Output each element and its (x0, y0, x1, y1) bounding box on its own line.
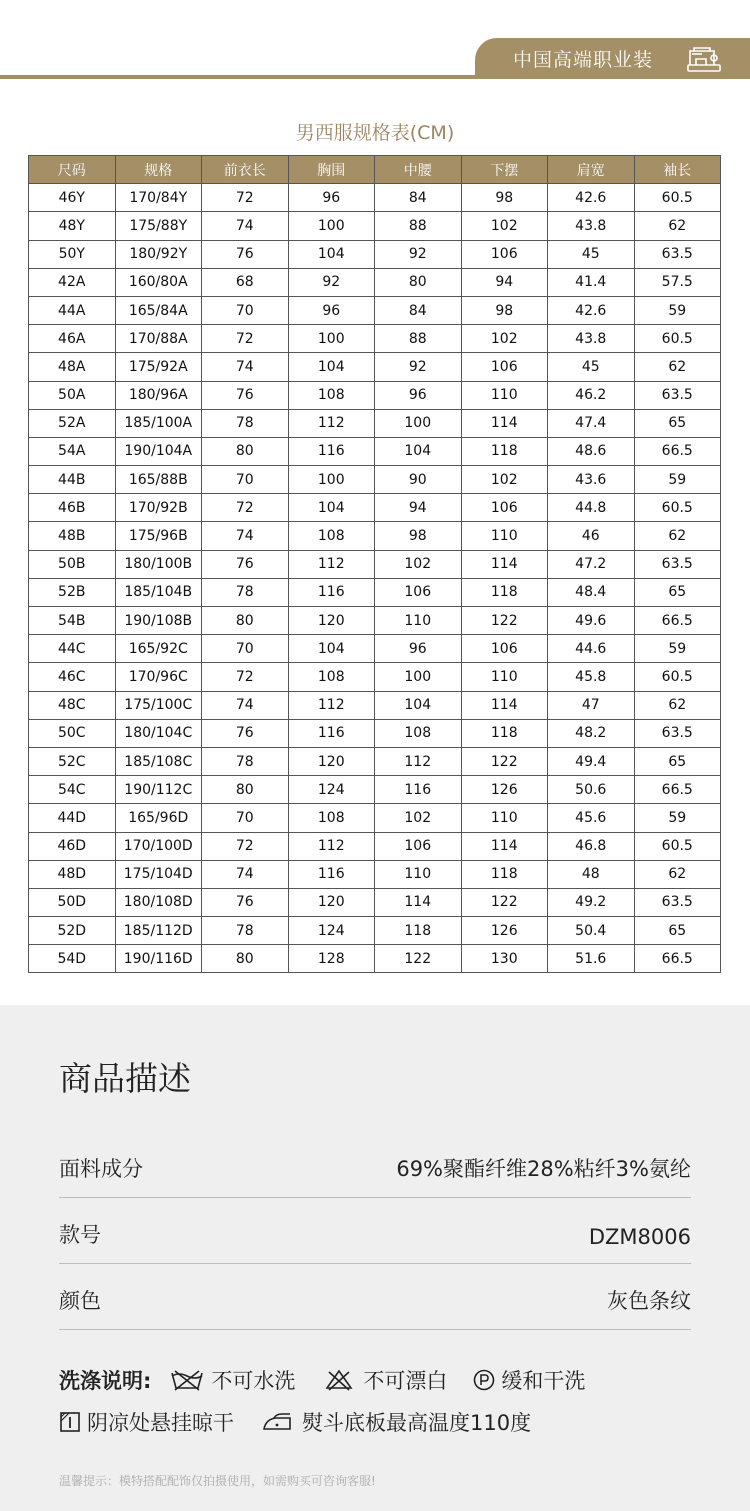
table-cell: 62 (634, 522, 721, 550)
table-cell: 44.6 (548, 635, 635, 663)
table-cell: 54C (29, 776, 116, 804)
table-row (29, 212, 721, 240)
table-cell: 66.5 (634, 607, 721, 635)
table-cell: 114 (375, 888, 462, 916)
fabric-label: 面料成分 (59, 1157, 143, 1181)
product-description-section (0, 1005, 750, 1511)
table-cell: 47.4 (548, 409, 635, 437)
table-cell: 122 (461, 747, 548, 775)
table-cell: 46A (29, 325, 116, 353)
table-cell: 185/112D (115, 917, 202, 945)
table-cell: 63.5 (634, 550, 721, 578)
table-cell: 52B (29, 578, 116, 606)
table-cell: 46C (29, 663, 116, 691)
table-cell: 46.2 (548, 381, 635, 409)
table-cell: 68 (202, 268, 289, 296)
table-cell: 88 (375, 325, 462, 353)
table-cell: 175/96B (115, 522, 202, 550)
care-item-dry-clean (473, 1365, 585, 1395)
table-cell: 48.2 (548, 719, 635, 747)
table-cell: 74 (202, 212, 289, 240)
table-cell: 108 (288, 381, 375, 409)
table-cell: 100 (288, 325, 375, 353)
sewing-machine-icon (686, 45, 722, 73)
care-item-line-dry (59, 1407, 234, 1437)
table-cell: 108 (288, 522, 375, 550)
table-cell: 118 (461, 860, 548, 888)
table-cell: 62 (634, 691, 721, 719)
header-waist: 中腰 (375, 156, 462, 184)
table-cell: 88 (375, 212, 462, 240)
table-cell: 170/100D (115, 832, 202, 860)
care-text-no-wash: 不可水洗 (211, 1369, 296, 1393)
table-cell: 94 (461, 268, 548, 296)
table-cell: 106 (461, 353, 548, 381)
table-cell: 74 (202, 691, 289, 719)
table-cell: 106 (461, 494, 548, 522)
table-cell: 76 (202, 888, 289, 916)
table-cell: 118 (461, 437, 548, 465)
table-cell: 70 (202, 635, 289, 663)
table-cell: 102 (461, 325, 548, 353)
table-cell: 118 (461, 719, 548, 747)
table-cell: 52A (29, 409, 116, 437)
table-cell: 104 (288, 353, 375, 381)
table-cell: 72 (202, 663, 289, 691)
table-cell: 112 (288, 832, 375, 860)
table-cell: 70 (202, 804, 289, 832)
table-cell: 45.6 (548, 804, 635, 832)
table-cell: 48A (29, 353, 116, 381)
table-row (29, 578, 721, 606)
table-cell: 185/104B (115, 578, 202, 606)
table-cell: 120 (288, 888, 375, 916)
table-cell: 60.5 (634, 494, 721, 522)
table-cell: 59 (634, 296, 721, 324)
table-cell: 43.8 (548, 325, 635, 353)
table-cell: 180/96A (115, 381, 202, 409)
table-cell: 116 (288, 719, 375, 747)
table-cell: 112 (375, 747, 462, 775)
table-cell: 84 (375, 296, 462, 324)
table-cell: 98 (461, 184, 548, 212)
table-cell: 65 (634, 747, 721, 775)
iron-icon (260, 1410, 296, 1434)
line-dry-shade-icon (59, 1411, 81, 1433)
table-cell: 60.5 (634, 663, 721, 691)
table-cell: 128 (288, 945, 375, 973)
table-cell: 126 (461, 776, 548, 804)
table-cell: 108 (375, 719, 462, 747)
table-cell: 175/104D (115, 860, 202, 888)
table-cell: 180/92Y (115, 240, 202, 268)
table-cell: 65 (634, 917, 721, 945)
table-cell: 106 (375, 832, 462, 860)
table-cell: 92 (288, 268, 375, 296)
care-instructions-line-1 (59, 1365, 699, 1395)
table-cell: 165/84A (115, 296, 202, 324)
table-cell: 106 (375, 578, 462, 606)
table-row (29, 184, 721, 212)
table-cell: 130 (461, 945, 548, 973)
table-cell: 180/108D (115, 888, 202, 916)
color-row (59, 1264, 691, 1330)
table-row (29, 296, 721, 324)
table-cell: 104 (375, 437, 462, 465)
table-cell: 160/80A (115, 268, 202, 296)
table-cell: 112 (288, 550, 375, 578)
table-cell: 104 (375, 691, 462, 719)
table-cell: 47 (548, 691, 635, 719)
care-item-iron (260, 1407, 531, 1437)
care-item-no-bleach (321, 1365, 447, 1395)
table-cell: 43.6 (548, 466, 635, 494)
table-cell: 180/104C (115, 719, 202, 747)
table-row (29, 550, 721, 578)
table-cell: 63.5 (634, 240, 721, 268)
header-size: 尺码 (29, 156, 116, 184)
table-cell: 72 (202, 494, 289, 522)
table-cell: 46.8 (548, 832, 635, 860)
table-cell: 41.4 (548, 268, 635, 296)
table-cell: 63.5 (634, 719, 721, 747)
size-table-title: 男西服规格表(CM) (295, 122, 455, 144)
table-cell: 59 (634, 466, 721, 494)
table-row (29, 776, 721, 804)
color-label: 颜色 (59, 1289, 101, 1313)
table-cell: 48.6 (548, 437, 635, 465)
table-row (29, 522, 721, 550)
table-cell: 80 (202, 437, 289, 465)
table-cell: 48D (29, 860, 116, 888)
table-cell: 44.8 (548, 494, 635, 522)
table-cell: 100 (375, 663, 462, 691)
footnote: 温馨提示：模特搭配配饰仅拍摄使用，如需购买可咨询客服! (59, 1474, 376, 1488)
table-cell: 49.2 (548, 888, 635, 916)
table-cell: 63.5 (634, 381, 721, 409)
table-row (29, 719, 721, 747)
table-cell: 190/112C (115, 776, 202, 804)
table-cell: 65 (634, 578, 721, 606)
table-cell: 48Y (29, 212, 116, 240)
no-bleach-icon (321, 1368, 357, 1392)
table-cell: 114 (461, 409, 548, 437)
header-chest: 胸围 (288, 156, 375, 184)
table-cell: 50.4 (548, 917, 635, 945)
table-cell: 66.5 (634, 437, 721, 465)
table-cell: 42A (29, 268, 116, 296)
table-cell: 110 (375, 860, 462, 888)
style-no-label: 款号 (59, 1223, 101, 1247)
table-cell: 100 (375, 409, 462, 437)
table-cell: 44C (29, 635, 116, 663)
table-cell: 44A (29, 296, 116, 324)
table-cell: 110 (461, 663, 548, 691)
table-row (29, 353, 721, 381)
table-cell: 78 (202, 578, 289, 606)
table-row (29, 691, 721, 719)
table-cell: 110 (375, 607, 462, 635)
table-cell: 78 (202, 747, 289, 775)
table-cell: 50D (29, 888, 116, 916)
color-value: 灰色条纹 (607, 1289, 691, 1313)
table-cell: 118 (375, 917, 462, 945)
size-chart-table (28, 155, 721, 973)
table-cell: 175/88Y (115, 212, 202, 240)
table-cell: 120 (288, 747, 375, 775)
table-cell: 104 (288, 635, 375, 663)
care-text-no-bleach: 不可漂白 (363, 1369, 448, 1393)
table-cell: 165/92C (115, 635, 202, 663)
table-cell: 78 (202, 409, 289, 437)
care-text-iron: 熨斗底板最高温度110度 (302, 1411, 532, 1435)
table-cell: 106 (461, 240, 548, 268)
table-row (29, 860, 721, 888)
size-table-body (29, 184, 721, 973)
table-cell: 102 (375, 550, 462, 578)
table-cell: 72 (202, 832, 289, 860)
table-cell: 60.5 (634, 325, 721, 353)
header-hem: 下摆 (461, 156, 548, 184)
table-row (29, 268, 721, 296)
table-cell: 110 (461, 804, 548, 832)
table-cell: 74 (202, 860, 289, 888)
table-cell: 66.5 (634, 776, 721, 804)
table-cell: 76 (202, 719, 289, 747)
table-cell: 96 (375, 635, 462, 663)
table-cell: 102 (375, 804, 462, 832)
table-cell: 49.4 (548, 747, 635, 775)
table-cell: 175/100C (115, 691, 202, 719)
table-cell: 96 (288, 184, 375, 212)
table-cell: 114 (461, 691, 548, 719)
table-cell: 76 (202, 381, 289, 409)
table-row (29, 945, 721, 973)
care-label: 洗涤说明: (59, 1369, 152, 1393)
no-wash-icon (169, 1368, 205, 1392)
table-cell: 43.8 (548, 212, 635, 240)
table-cell: 47.2 (548, 550, 635, 578)
table-cell: 66.5 (634, 945, 721, 973)
table-cell: 80 (375, 268, 462, 296)
table-row (29, 635, 721, 663)
table-cell: 48.4 (548, 578, 635, 606)
table-cell: 122 (375, 945, 462, 973)
header-sleeve: 袖长 (634, 156, 721, 184)
table-cell: 59 (634, 635, 721, 663)
style-no-row (59, 1198, 691, 1264)
table-cell: 106 (461, 635, 548, 663)
table-cell: 120 (288, 607, 375, 635)
table-cell: 116 (288, 578, 375, 606)
table-cell: 124 (288, 776, 375, 804)
table-cell: 116 (288, 437, 375, 465)
care-text-line-dry: 阴凉处悬挂晾干 (87, 1411, 234, 1435)
table-cell: 46Y (29, 184, 116, 212)
table-cell: 46 (548, 522, 635, 550)
table-cell: 112 (288, 409, 375, 437)
table-cell: 84 (375, 184, 462, 212)
table-cell: 45.8 (548, 663, 635, 691)
table-cell: 102 (461, 212, 548, 240)
table-cell: 60.5 (634, 184, 721, 212)
table-row (29, 607, 721, 635)
table-cell: 108 (288, 663, 375, 691)
table-cell: 108 (288, 804, 375, 832)
table-cell: 62 (634, 353, 721, 381)
table-cell: 54A (29, 437, 116, 465)
table-cell: 94 (375, 494, 462, 522)
care-item-no-wash (169, 1365, 295, 1395)
table-row (29, 494, 721, 522)
table-cell: 165/88B (115, 466, 202, 494)
table-cell: 180/100B (115, 550, 202, 578)
table-cell: 122 (461, 888, 548, 916)
fabric-value: 69%聚酯纤维28%粘纤3%氨纶 (396, 1157, 691, 1181)
table-cell: 96 (288, 296, 375, 324)
table-cell: 122 (461, 607, 548, 635)
table-row (29, 409, 721, 437)
table-row (29, 663, 721, 691)
table-cell: 72 (202, 184, 289, 212)
fabric-row (59, 1132, 691, 1198)
table-cell: 165/96D (115, 804, 202, 832)
table-cell: 110 (461, 522, 548, 550)
table-cell: 80 (202, 607, 289, 635)
table-cell: 124 (288, 917, 375, 945)
table-cell: 98 (375, 522, 462, 550)
table-cell: 70 (202, 466, 289, 494)
table-cell: 57.5 (634, 268, 721, 296)
table-cell: 60.5 (634, 832, 721, 860)
table-cell: 50B (29, 550, 116, 578)
style-no-value: DZM8006 (588, 1225, 691, 1249)
table-row (29, 888, 721, 916)
care-instructions-line-2 (59, 1407, 699, 1437)
table-cell: 76 (202, 550, 289, 578)
table-cell: 44D (29, 804, 116, 832)
table-cell: 49.6 (548, 607, 635, 635)
care-text-dry-clean: 缓和干洗 (501, 1369, 586, 1393)
description-title: 商品描述 (59, 1059, 191, 1098)
table-cell: 52D (29, 917, 116, 945)
table-cell: 170/96C (115, 663, 202, 691)
table-row (29, 381, 721, 409)
header-shoulder: 肩宽 (548, 156, 635, 184)
table-cell: 175/92A (115, 353, 202, 381)
table-cell: 65 (634, 409, 721, 437)
table-cell: 190/116D (115, 945, 202, 973)
size-table-header-row (29, 156, 721, 184)
table-cell: 104 (288, 240, 375, 268)
table-cell: 190/108B (115, 607, 202, 635)
table-cell: 92 (375, 240, 462, 268)
table-cell: 170/92B (115, 494, 202, 522)
table-cell: 48B (29, 522, 116, 550)
table-cell: 46D (29, 832, 116, 860)
table-cell: 50Y (29, 240, 116, 268)
table-cell: 185/108C (115, 747, 202, 775)
table-cell: 52C (29, 747, 116, 775)
table-cell: 100 (288, 466, 375, 494)
brand-label: 中国高端职业装 (513, 49, 654, 71)
table-row (29, 437, 721, 465)
table-cell: 50.6 (548, 776, 635, 804)
table-cell: 190/104A (115, 437, 202, 465)
table-row (29, 832, 721, 860)
table-cell: 48C (29, 691, 116, 719)
table-cell: 110 (461, 381, 548, 409)
table-cell: 104 (288, 494, 375, 522)
table-cell: 48 (548, 860, 635, 888)
table-cell: 102 (461, 466, 548, 494)
table-cell: 185/100A (115, 409, 202, 437)
table-row (29, 466, 721, 494)
table-cell: 112 (288, 691, 375, 719)
table-cell: 62 (634, 860, 721, 888)
table-cell: 96 (375, 381, 462, 409)
table-cell: 54D (29, 945, 116, 973)
table-cell: 42.6 (548, 184, 635, 212)
table-cell: 50A (29, 381, 116, 409)
table-cell: 98 (461, 296, 548, 324)
table-cell: 59 (634, 804, 721, 832)
table-cell: 74 (202, 353, 289, 381)
table-cell: 42.6 (548, 296, 635, 324)
header-front-length: 前衣长 (202, 156, 289, 184)
table-cell: 54B (29, 607, 116, 635)
table-cell: 45 (548, 240, 635, 268)
table-row (29, 240, 721, 268)
table-cell: 78 (202, 917, 289, 945)
table-cell: 118 (461, 578, 548, 606)
table-cell: 50C (29, 719, 116, 747)
table-cell: 44B (29, 466, 116, 494)
table-cell: 100 (288, 212, 375, 240)
table-cell: 51.6 (548, 945, 635, 973)
table-cell: 116 (288, 860, 375, 888)
table-cell: 116 (375, 776, 462, 804)
table-cell: 80 (202, 945, 289, 973)
dry-clean-p-icon (473, 1369, 495, 1391)
table-cell: 72 (202, 325, 289, 353)
table-cell: 170/88A (115, 325, 202, 353)
table-cell: 63.5 (634, 888, 721, 916)
table-cell: 70 (202, 296, 289, 324)
table-cell: 114 (461, 832, 548, 860)
table-row (29, 917, 721, 945)
table-cell: 45 (548, 353, 635, 381)
table-cell: 76 (202, 240, 289, 268)
table-cell: 92 (375, 353, 462, 381)
table-cell: 114 (461, 550, 548, 578)
table-cell: 62 (634, 212, 721, 240)
table-cell: 46B (29, 494, 116, 522)
header-spec: 规格 (115, 156, 202, 184)
brand-tab (475, 38, 750, 79)
table-row (29, 804, 721, 832)
table-cell: 74 (202, 522, 289, 550)
table-cell: 90 (375, 466, 462, 494)
table-cell: 80 (202, 776, 289, 804)
table-cell: 170/84Y (115, 184, 202, 212)
table-cell: 126 (461, 917, 548, 945)
table-row (29, 325, 721, 353)
table-row (29, 747, 721, 775)
